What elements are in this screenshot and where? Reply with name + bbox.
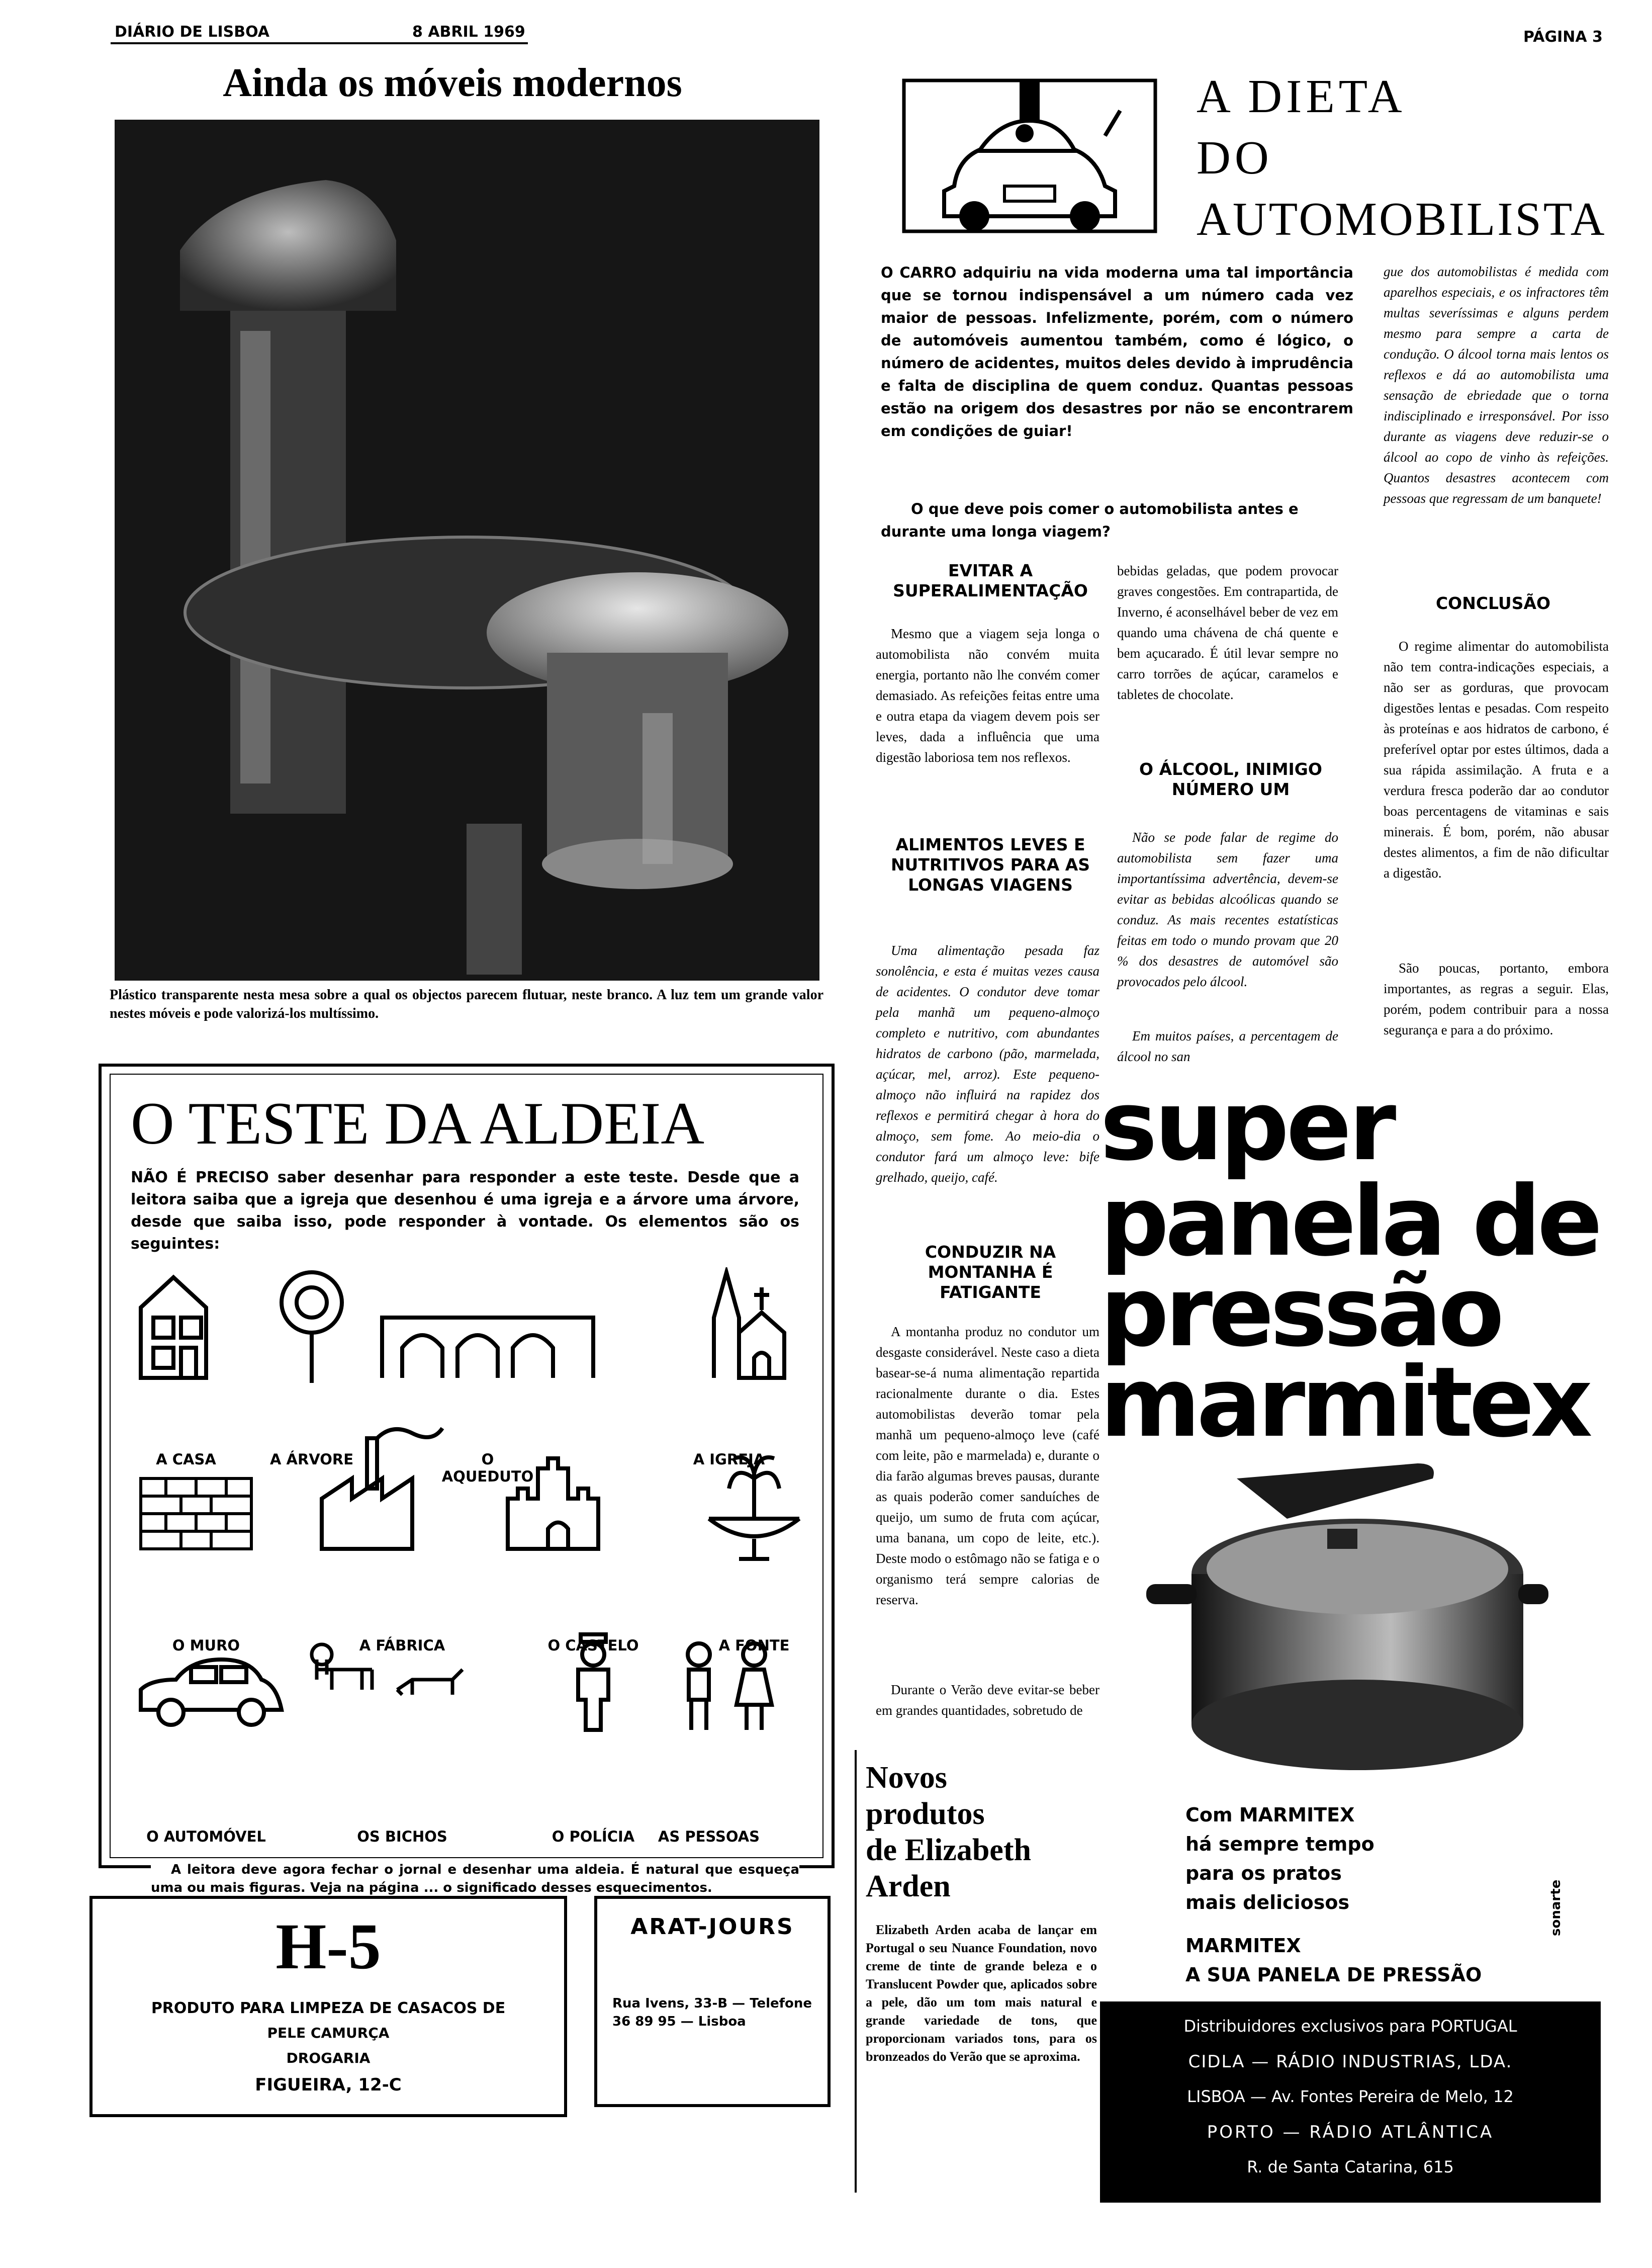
label-aqueduto: O AQUEDUTO xyxy=(441,1451,534,1485)
dieta-s1-text: Mesmo que a viagem seja longa o automobilista não convém muita energia, portanto não lhe convém comer demasiado. As refeições feitas entre uma e outra etapa da viagem devem pois ser leves, dada a influência que uma digestão laboriosa tem nos reflexos. xyxy=(876,626,1099,765)
car-cartoon-illustration xyxy=(894,70,1165,241)
label-arvore: A ÁRVORE xyxy=(269,1451,354,1468)
marmitex-headline-3: pressão xyxy=(1100,1256,1501,1368)
label-fabrica: A FÁBRICA xyxy=(359,1637,445,1654)
dieta-s4-text-2: Em muitos países, a percentagem de álcool no san xyxy=(1117,1028,1338,1064)
box-line-4: PORTO — RÁDIO ATLÂNTICA xyxy=(1207,2122,1494,2142)
marmitex-headline-2: panela de xyxy=(1100,1166,1599,1278)
dieta-title-2: DO xyxy=(1197,132,1273,184)
dieta-s3-head: CONDUZIR NA MONTANHA É FATIGANTE xyxy=(925,1242,1056,1302)
pressure-cooker-photo xyxy=(1136,1458,1548,1780)
dieta-title-3: AUTOMOBILISTA xyxy=(1197,193,1607,245)
moveis-photo xyxy=(115,120,819,981)
h5-brand: H-5 xyxy=(276,1910,381,1983)
label-casa: A CASA xyxy=(156,1451,216,1468)
dieta-question: O que deve pois comer o automobilista antes e durante uma longa viagem? xyxy=(881,500,1299,540)
marmitex-slogan-3: para os pratos xyxy=(1185,1862,1342,1884)
pressure-cooker-illustration xyxy=(1136,1458,1548,1780)
dieta-s4-head: O ÁLCOOL, INIMIGO NÚMERO UM xyxy=(1139,759,1322,799)
dieta-s5-text-2: São poucas, portanto, embora importantes, as regras a seguir. Elas, porém, podem contribuir para a nossa segurança e para a do próximo. xyxy=(1384,961,1609,1037)
label-castelo: O CASTELO xyxy=(547,1637,639,1654)
fountain-figure xyxy=(709,1457,799,1559)
wall-figure xyxy=(141,1478,251,1549)
header-rule xyxy=(111,42,528,44)
issue-date: 8 ABRIL 1969 xyxy=(412,23,525,41)
h5-line-4: FIGUEIRA, 12-C xyxy=(255,2075,402,2095)
marmitex-tag-2: A SUA PANELA DE PRESSÃO xyxy=(1185,1964,1482,1986)
moveis-caption: Plástico transparente nesta mesa sobre a qual os objectos parecem flutuar, neste branco. A luz tem um grande valor nestes móveis e pode valorizá-los multíssimo. xyxy=(110,987,823,1021)
arden-title-2: produtos xyxy=(866,1797,985,1831)
village-figures xyxy=(131,1267,804,1861)
dieta-s2-head: ALIMENTOS LEVES E NUTRITIVOS PARA AS LONGAS VIAGENS xyxy=(890,835,1090,895)
marmitex-distributor-box xyxy=(1100,2001,1601,2203)
marmitex-slogan-1: Com MARMITEX xyxy=(1185,1804,1355,1826)
aqueduct-figure xyxy=(382,1318,593,1378)
dieta-title-1: A DIETA xyxy=(1197,70,1406,123)
arden-title-4: Arden xyxy=(866,1869,951,1903)
dieta-s5-text: O regime alimentar do automobilista não tem contra-indicações especiais, a não ser as gorduras, que provocam digestões lentas e pesadas. Com respeito às proteínas e aos hidratos de carbono, é preferível optar por estes últimos, dada a sua rápida assimilação. A fruta e a verdura fresca poderão dar ao condutor boas percentagens de vitaminas e sais minerais. É bom, porém, não abusar destes alimentos, a fim de não dificultar a digestão. xyxy=(1384,639,1609,881)
moveis-title: Ainda os móveis modernos xyxy=(223,61,682,105)
label-muro: O MURO xyxy=(172,1637,240,1654)
arat-ad xyxy=(594,1896,831,2107)
tree-figure xyxy=(282,1272,342,1383)
h5-line-1: PRODUTO PARA LIMPEZA DE CASACOS DE xyxy=(151,1999,506,2017)
dieta-s3-text: A montanha produz no condutor um desgaste considerável. Neste caso a dieta basear-se-á numa alimentação repartida racionalmente durante o dia. Estes automobilistas deverão tomar pela manhã um pequeno-almoço leve (café com leite, pão e marmelada) e, durante o dia farão algumas breves pausas, durante as quais poderão comer sanduíches de queijo, um sumo de fruta com açúcar, uma banana, um copo de leite, etc.). Deste modo o estômago não se fatiga e o organismo terá sempre calorias de reserva. xyxy=(876,1324,1099,1607)
dieta-s5-head: CONCLUSÃO xyxy=(1435,593,1551,613)
house-figure xyxy=(141,1277,206,1378)
arden-title-1: Novos xyxy=(866,1761,947,1795)
h5-line-2: PELE CAMURÇA xyxy=(267,2025,390,2041)
table-photo-illustration xyxy=(115,120,819,981)
dieta-intro: O CARRO adquiriu na vida moderna uma tal importância que se tornou indispensável a um número cada vez maior de pessoas. Infelizmente, porém, com o número de automóveis aumentou também, como é lógico, o número de acidentes, muitos deles devido à imprudência e falta de disciplina de quem conduz. Quantas pessoas estão na origem dos desastres por não se encontrarem em condições de guiar! xyxy=(881,264,1353,440)
label-fonte: A FONTE xyxy=(718,1637,790,1654)
box-line-2: CIDLA — RÁDIO INDUSTRIAS, LDA. xyxy=(1188,2052,1513,2072)
page-number: PÁGINA 3 xyxy=(1523,28,1603,46)
label-automovel: O AUTOMÓVEL xyxy=(146,1828,266,1845)
arat-brand: ARAT-JOURS xyxy=(630,1914,794,1940)
box-line-5: R. de Santa Catarina, 615 xyxy=(1247,2157,1454,2176)
arden-left-rule xyxy=(855,1750,857,2193)
teste-intro: NÃO É PRECISO saber desenhar para responder a este teste. Desde que a leitora saiba que a igreja que desenhou é uma igreja e a árvore uma árvore, desde que saiba isso, pode responder à vontade. Os elementos são os seguintes: xyxy=(131,1169,799,1253)
dieta-s2-text: Uma alimentação pesada faz sonolência, e esta é muitas vezes causa de acidentes. O condutor deve tomar pela manhã um pequeno-almoço completo e nutritivo, com abundantes hidratos de carbono (pão, marmelada, açúcar, mel, arroz). Este pequeno-almoço não influirá na rapidez dos reflexos e permitirá chegar à hora do almoço, sem fome. Ao meio-dia o condutor fará um almoço leve: bife grelhado, queijo, café. xyxy=(876,943,1099,1185)
people-figure xyxy=(688,1643,772,1730)
dieta-col3-text: gue dos automobilistas é medida com aparelhos especiais, e os infractores têm multas severíssimas e alguns perdem mesmo para sempre a carta de condução. O álcool torna mais lentos os reflexos e dá ao automobilista uma sensação de ebriedade que o torna indisciplinado e irresponsável. Por isso durante as viagens deve reduzir-se o álcool ao copo de vinho às refeições. Quantos desastres acontecem com pessoas que regressam de um banquete! xyxy=(1384,264,1609,506)
label-bichos: OS BICHOS xyxy=(357,1828,447,1845)
dieta-s4-text: Não se pode falar de regime do automobilista sem fazer uma importantíssima advertência, devem-se evitar as bebidas alcoólicas quando se conduz. As mais recentes estatísticas feitas em todo o mundo provam que 20 % dos desastres de automóvel são provocados pelo álcool. xyxy=(1117,830,1338,989)
marmitex-side-mark: sonarte xyxy=(1548,1879,1564,1936)
label-policia: O POLÍCIA xyxy=(552,1828,635,1845)
dieta-col2-text: bebidas geladas, que podem provocar graves congestões. Em contrapartida, de Inverno, é aconselhável beber de vez em quando uma chávena de chá quente e bem açucarado. É útil levar sempre no carro torrões de açúcar, caramelos e tabletes de chocolate. xyxy=(1117,563,1338,702)
dieta-s1-head: EVITAR A SUPERALIMENTAÇÃO xyxy=(893,561,1088,600)
h5-line-3: DROGARIA xyxy=(286,2050,371,2066)
box-line-1: Distribuidores exclusivos para PORTUGAL xyxy=(1183,2017,1517,2036)
marmitex-headline-1: super xyxy=(1100,1070,1394,1182)
label-igreja: A IGREJA xyxy=(693,1451,765,1468)
teste-footer-visible: A leitora deve agora fechar o jornal e desenhar uma aldeia. É natural que esqueça uma ou mais figuras. Veja na página ... o significado desses esquecimentos. xyxy=(151,1861,799,1897)
dieta-s3-text-2: Durante o Verão deve evitar-se beber em grandes quantidades, sobretudo de xyxy=(876,1682,1099,1718)
factory-figure xyxy=(322,1428,442,1549)
church-figure xyxy=(714,1272,784,1378)
box-line-3: LISBOA — Av. Fontes Pereira de Melo, 12 xyxy=(1187,2087,1514,2106)
newspaper-name: DIÁRIO DE LISBOA xyxy=(115,23,269,41)
marmitex-tag-1: MARMITEX xyxy=(1185,1935,1301,1957)
marmitex-headline-4: marmitex xyxy=(1100,1347,1589,1459)
teste-title: O TESTE DA ALDEIA xyxy=(131,1090,705,1157)
arden-text: Elizabeth Arden acaba de lançar em Portugal o seu Nuance Foundation, novo creme de tinte de grande beleza e o Translucent Powder que, aplicados sobre a pele, dão um tom mais natural e grande variedade de tons, que proporcionam variados tons, para os bronzeados do Verão que se aproxima. xyxy=(866,1923,1097,2064)
label-pessoas: AS PESSOAS xyxy=(658,1828,760,1845)
car-figure xyxy=(141,1660,282,1725)
h5-ad xyxy=(89,1896,567,2117)
arat-text: Rua Ivens, 33-B — Telefone 36 89 95 — Lisboa xyxy=(612,1996,812,2029)
car-cartoon xyxy=(894,70,1165,241)
marmitex-slogan-2: há sempre tempo xyxy=(1185,1833,1374,1855)
marmitex-slogan-4: mais deliciosos xyxy=(1185,1891,1350,1913)
arden-title-3: de Elizabeth xyxy=(866,1833,1031,1867)
